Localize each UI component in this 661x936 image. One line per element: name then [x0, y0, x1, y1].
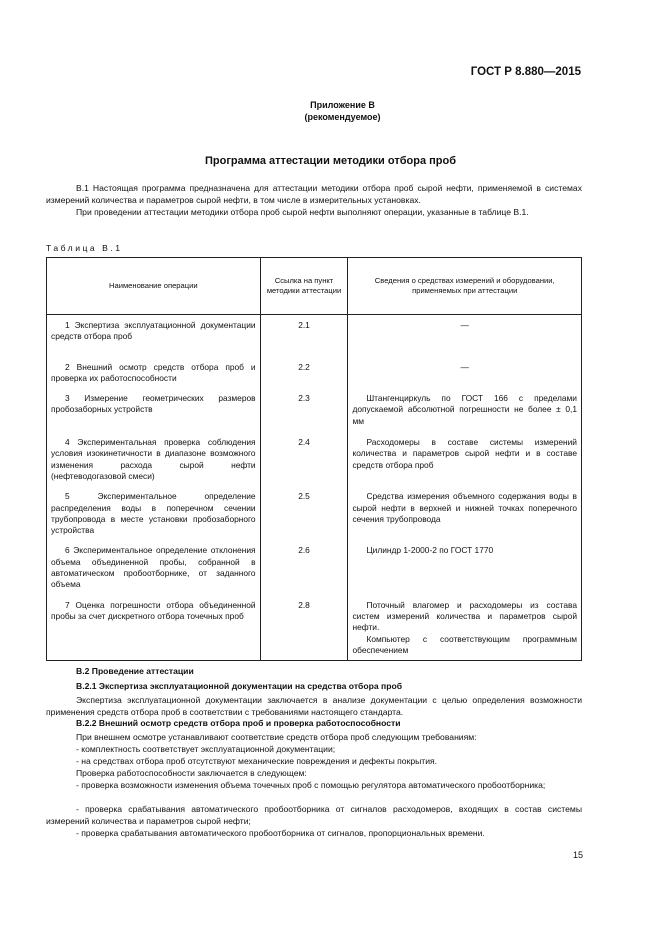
- table-row: [47, 388, 582, 432]
- appendix-type: (рекомендуемое): [304, 112, 381, 122]
- operation-cell: 4 Экспериментальная проверка соблюдения условия изокинетичности в диапазоне возможного изменения расхода сырой нефти (нефтеводогазовой смеси): [47, 432, 261, 486]
- operation-cell: 7 Оценка погрешности отбора объединенной пробы за счет дискретного отбора точечных проб: [47, 595, 261, 661]
- reference-cell: 2.4: [260, 432, 348, 486]
- operations-table: [46, 257, 582, 661]
- intro-paragraph-2: При проведении аттестации методики отбора проб сырой нефти выполняют операции, указанные в таблице В.1.: [76, 207, 529, 217]
- equipment-line: Компьютер с соответствующим программным обеспечением: [352, 633, 577, 655]
- list-item: - проверка срабатывания автоматического пробоотборника от сигналов расходомеров, входящих в состав системы измерений количества и параметров сырой нефти;: [46, 804, 582, 826]
- operation-cell: 6 Экспериментальное определение отклонения объема объединенной пробы, собранной в автоматическом пробоотборнике, от заданного объема: [47, 540, 261, 594]
- equipment-cell: [348, 595, 582, 661]
- page-number: 15: [572, 850, 583, 860]
- equipment-line: Поточный влагомер и расходомеры из состава систем измерений количества и параметров сырой нефти.: [352, 599, 577, 633]
- section-heading-b2: В.2 Проведение аттестации: [76, 666, 194, 676]
- header-operation: Наименование операции: [47, 258, 261, 315]
- operation-cell: 5 Экспериментальное определение распределения воды в поперечном сечении трубопровода в месте установки пробозаборного устройства: [47, 486, 261, 540]
- header-equipment: Сведения о средствах измерений и оборудовании, применяемых при аттестации: [348, 258, 582, 315]
- operation-cell: 1 Экспертиза эксплуатационной документации средств отбора проб: [47, 315, 261, 357]
- reference-cell: 2.6: [260, 540, 348, 594]
- reference-cell: 2.3: [260, 388, 348, 432]
- equipment-cell: —: [348, 357, 582, 389]
- list-item: - на средствах отбора проб отсутствуют механические повреждения и дефекты покрытия.: [76, 756, 438, 766]
- equipment-cell: Расходомеры в составе системы измерений количества и параметров сырой нефти и в составе средств отбора проб: [348, 432, 582, 486]
- reference-cell: 2.1: [260, 315, 348, 357]
- table-caption: Таблица В.1: [46, 243, 123, 253]
- table-row: [47, 432, 582, 486]
- section-b22-check: Проверка работоспособности заключается в следующем:: [76, 768, 307, 778]
- section-b22-intro: При внешнем осмотре устанавливают соответствие средств отбора проб следующим требованиям:: [76, 732, 477, 742]
- list-item: - проверка срабатывания автоматического пробоотборника от сигналов, пропорциональных времени.: [76, 828, 485, 838]
- table-row: [47, 357, 582, 389]
- standard-number: ГОСТ Р 8.880—2015: [470, 66, 581, 78]
- reference-cell: 2.2: [260, 357, 348, 389]
- list-item: - комплектность соответствует эксплуатационной документации;: [76, 744, 336, 754]
- section-heading-b22: В.2.2 Внешний осмотр средств отбора проб и проверка работоспособности: [76, 718, 401, 728]
- list-item: - проверка возможности изменения объема точечных проб с помощью регулятора автоматического пробоотборника;: [76, 780, 546, 790]
- table-row: [47, 315, 582, 357]
- reference-cell: 2.8: [260, 595, 348, 661]
- section-heading-b21: В.2.1 Экспертиза эксплуатационной документации на средства отбора проб: [76, 681, 403, 691]
- equipment-cell: Средства измерения объемного содержания воды в сырой нефти в верхней и нижней точках поперечного сечения трубопровода: [348, 486, 582, 540]
- reference-cell: 2.5: [260, 486, 348, 540]
- equipment-cell: Штангенциркуль по ГОСТ 166 с пределами допускаемой абсолютной погрешности не более ± 0,1 мм: [348, 388, 582, 432]
- appendix-heading: [0, 99, 661, 123]
- operation-cell: 3 Измерение геометрических размеров пробозаборных устройств: [47, 388, 261, 432]
- equipment-cell: Цилиндр 1-2000-2 по ГОСТ 1770: [348, 540, 582, 594]
- header-reference: Ссылка на пункт методики аттестации: [260, 258, 348, 315]
- appendix-title: Приложение В: [310, 100, 375, 110]
- table-row: [47, 486, 582, 540]
- document-title: Программа аттестации методики отбора проб: [204, 155, 456, 167]
- table-row: [47, 540, 582, 594]
- section-b21-text: Экспертиза эксплуатационной документации заключается в анализе документации с целью определения возможности применения средств отбора проб в соответствии с требованиями настоящего стандарта.: [46, 695, 582, 717]
- table-row: [47, 595, 582, 661]
- equipment-cell: —: [348, 315, 582, 357]
- intro-paragraph-1: В.1 Настоящая программа предназначена для аттестации методики отбора проб сырой нефти, применяемой в системах измерений количества и параметров сырой нефти, в том числе в измерительных установках.: [46, 183, 582, 205]
- operation-cell: 2 Внешний осмотр средств отбора проб и проверка их работоспособности: [47, 357, 261, 389]
